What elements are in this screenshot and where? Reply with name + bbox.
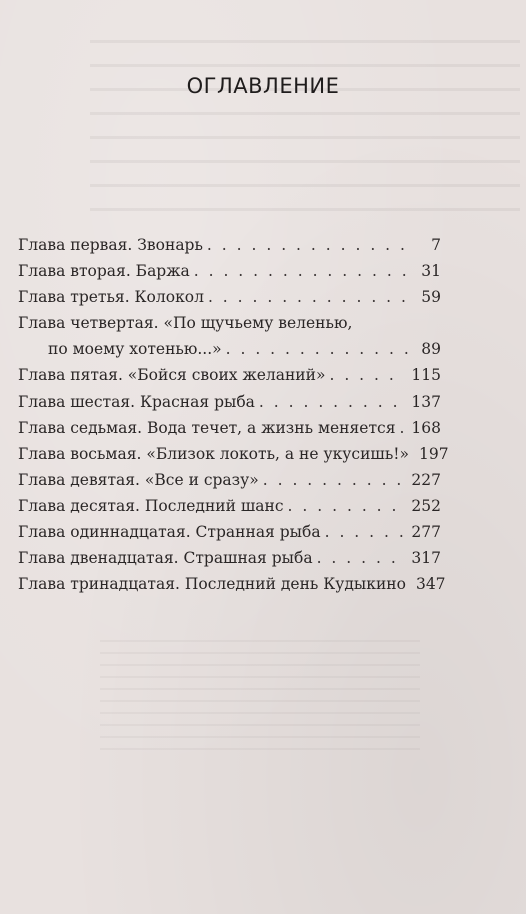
- toc-entry: [18, 362, 441, 388]
- toc-entry: [18, 415, 441, 441]
- toc-leader-dots: [259, 389, 406, 415]
- toc-entry-label: Глава тринадцатая. Последний день Кудыкино: [18, 575, 406, 594]
- toc-entry-page: 168: [411, 418, 441, 437]
- toc-entry-page: 317: [411, 549, 441, 568]
- toc-entry-label: Глава пятая. «Бойся своих желаний»: [18, 366, 326, 385]
- toc-entry-page: 227: [411, 470, 441, 489]
- toc-entry-label: Глава седьмая. Вода течет, а жизнь меняется: [18, 418, 396, 437]
- toc-entry-page: 347: [415, 575, 446, 594]
- toc-leader-dots: [207, 232, 415, 258]
- toc-entry: [18, 232, 441, 258]
- toc-entry-label: Глава вторая. Баржа: [18, 262, 190, 281]
- toc-entry-page: 7: [431, 236, 441, 254]
- toc-entry-label: по моему хотенью...»: [48, 340, 222, 359]
- toc-entry: [18, 545, 441, 571]
- toc-entry-label: Глава двенадцатая. Страшная рыба: [18, 549, 313, 568]
- toc-entry-label: Глава первая. Звонарь: [18, 236, 203, 254]
- toc-entry: [18, 467, 441, 493]
- toc-entry-label: Глава десятая. Последний шанс: [18, 496, 284, 515]
- toc-leader-dots: [400, 415, 406, 441]
- toc-leader-dots: [194, 258, 415, 284]
- toc-entry-page: 59: [421, 288, 441, 307]
- page-title: ОГЛАВЛЕНИЕ: [186, 74, 340, 98]
- toc-entry-label: Глава девятая. «Все и сразу»: [18, 470, 259, 489]
- toc-entry: [18, 284, 441, 310]
- toc-entry: [18, 441, 449, 467]
- toc-leader-dots: [288, 493, 406, 519]
- toc-entry: [18, 519, 441, 545]
- toc-leader-dots: [263, 467, 406, 493]
- toc-entry: [18, 389, 441, 415]
- toc-entry-label: Глава одиннадцатая. Странная рыба: [18, 523, 321, 542]
- toc-entry-page: 115: [411, 366, 441, 385]
- toc-entry-page: 31: [421, 262, 441, 281]
- toc-leader-dots: [329, 362, 405, 388]
- toc-entry: [18, 258, 441, 284]
- show-through-text: [90, 40, 520, 220]
- toc-entry: [18, 571, 446, 597]
- toc-entry-label-first-line: Глава четвертая. «По щучьему веленью,: [18, 314, 353, 333]
- toc-leader-dots: [317, 545, 406, 571]
- table-of-contents: [18, 232, 449, 597]
- toc-entry-page: 252: [411, 496, 441, 515]
- toc-entry-label: Глава третья. Колокол: [18, 288, 204, 307]
- toc-leader-dots: [325, 519, 406, 545]
- toc-entry-page: 197: [418, 444, 449, 463]
- toc-entry-page: 137: [411, 392, 441, 411]
- toc-entry: [18, 336, 441, 362]
- toc-entry-page: 89: [421, 340, 441, 359]
- toc-entry-label: Глава восьмая. «Близок локоть, а не укусишь!»: [18, 444, 409, 463]
- toc-leader-dots: [208, 284, 415, 310]
- show-through-text-bottom: [100, 640, 420, 750]
- toc-entry-label: Глава шестая. Красная рыба: [18, 392, 255, 411]
- toc-leader-dots: [226, 336, 415, 362]
- toc-entry-page: 277: [411, 523, 441, 542]
- toc-entry: [18, 493, 441, 519]
